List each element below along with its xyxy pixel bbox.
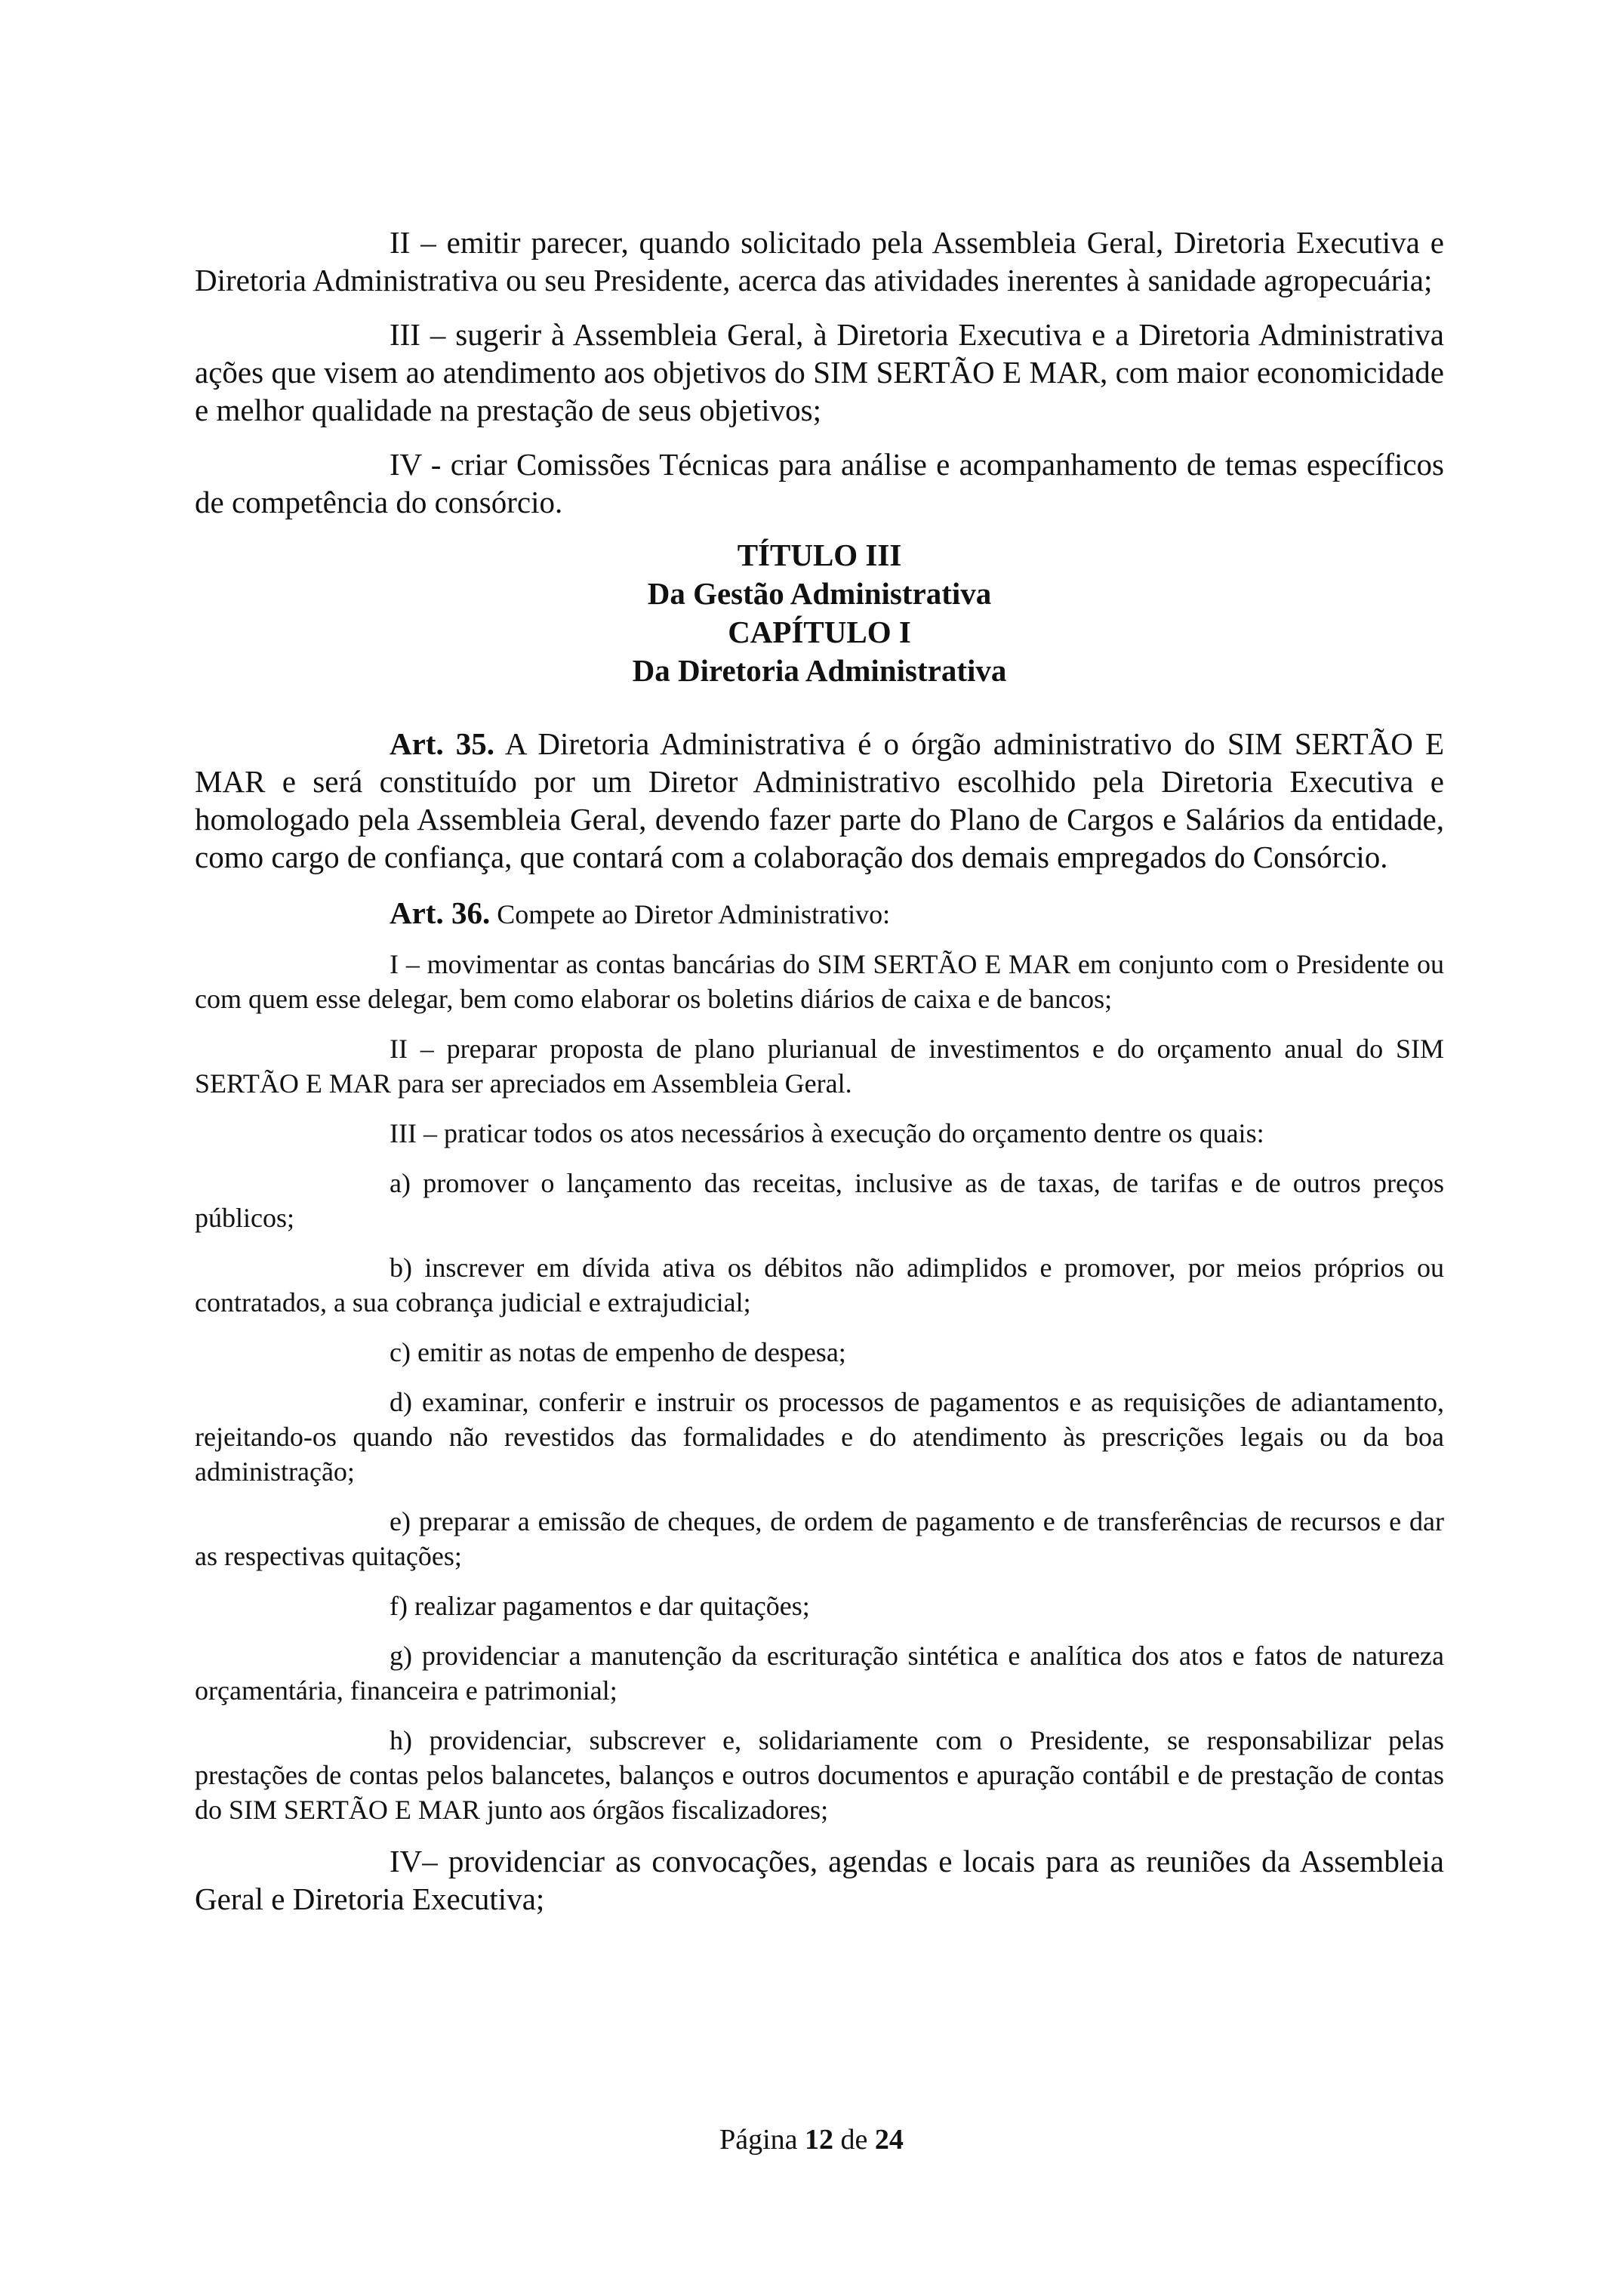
article-36-item-iv: IV– providenciar as convocações, agendas e locais para as reuniões da Assembleia Geral e Diretoria Executiva;: [195, 1844, 1444, 1916]
chapter-number: CAPÍTULO I: [728, 615, 911, 649]
article-36-text: Compete ao Diretor Administrativo:: [490, 899, 891, 929]
article-36-item-h: h) providenciar, subscrever e, solidariamente com o Presidente, se responsabilizar pelas prestações de contas pelos balancetes, balanços e outros documentos e apuração contábil e de prestação de contas do SIM SERTÃO E MAR junto aos órgãos fiscalizadores;: [195, 1725, 1444, 1825]
article-36-item-i: I – movimentar as contas bancárias do SIM SERTÃO E MAR em conjunto com o Presidente ou com quem esse delegar, bem como elaborar os boletins diários de caixa e de bancos;: [195, 949, 1444, 1014]
article-36-item-g: g) providenciar a manutenção da escrituração sintética e analítica dos atos e fatos de natureza orçamentária, financeira e patrimonial;: [195, 1641, 1444, 1706]
article-36-item-b: b) inscrever em dívida ativa os débitos não adimplidos e promover, por meios próprios ou contratados, a sua cobrança judicial e extrajudicial;: [195, 1253, 1444, 1318]
paragraph-item-iv: IV - criar Comissões Técnicas para análise e acompanhamento de temas específicos de competência do consórcio.: [195, 447, 1444, 519]
page-body: [195, 223, 1444, 1918]
article-36: [195, 894, 1444, 932]
article-36-item-iii: III – praticar todos os atos necessários à execução do orçamento dentre os quais:: [390, 1118, 1264, 1148]
article-36-item-f: f) realizar pagamentos e dar quitações;: [390, 1591, 810, 1621]
chapter-name: Da Diretoria Administrativa: [632, 653, 1007, 688]
section-heading: [195, 536, 1444, 690]
article-36-label: Art. 36.: [390, 895, 491, 930]
article-36-item-e: e) preparar a emissão de cheques, de ordem de pagamento e de transferências de recursos e dar as respectivas quitações;: [195, 1506, 1444, 1571]
article-35-label: Art. 35.: [390, 726, 495, 761]
footer-total-pages: 24: [874, 2124, 904, 2156]
paragraph-item-ii: II – emitir parecer, quando solicitado pela Assembleia Geral, Diretoria Executiva e Diretoria Administrativa ou seu Presidente, acerca das atividades inerentes à sanidade agropecuária;: [195, 225, 1444, 297]
article-35-text: A Diretoria Administrativa é o órgão administrativo do SIM SERTÃO E MAR e será constituído por um Diretor Administrativo escolhido pela Diretoria Executiva e homologado pela Assembleia Geral, devendo fazer parte do Plano de Cargos e Salários da entidade, como cargo de confiança, que contará com a colaboração dos demais empregados do Consórcio.: [195, 726, 1444, 874]
article-36-item-ii: II – preparar proposta de plano plurianual de investimentos e do orçamento anual do SIM SERTÃO E MAR para ser apreciados em Assembleia Geral.: [195, 1034, 1444, 1099]
article-36-item-c: c) emitir as notas de empenho de despesa;: [390, 1337, 846, 1367]
article-36-item-d: d) examinar, conferir e instruir os processos de pagamentos e as requisições de adiantamento, rejeitando-os quando não revestidos das formalidades e do atendimento às prescrições legais ou da boa administração;: [195, 1387, 1444, 1487]
title-number: TÍTULO III: [737, 538, 902, 572]
footer-prefix: Página: [719, 2124, 805, 2156]
article-35: [195, 725, 1444, 876]
title-name: Da Gestão Administrativa: [647, 576, 992, 611]
article-36-item-a: a) promover o lançamento das receitas, inclusive as de taxas, de tarifas e de outros preços públicos;: [195, 1168, 1444, 1233]
page-footer: [0, 2123, 1623, 2156]
footer-page-number: 12: [805, 2124, 834, 2156]
footer-middle: de: [833, 2124, 875, 2156]
paragraph-item-iii: III – sugerir à Assembleia Geral, à Diretoria Executiva e a Diretoria Administrativa ações que visem ao atendimento aos objetivos do SIM SERTÃO E MAR, com maior economicidade e melhor qualidade na prestação de seus objetivos;: [195, 317, 1444, 427]
